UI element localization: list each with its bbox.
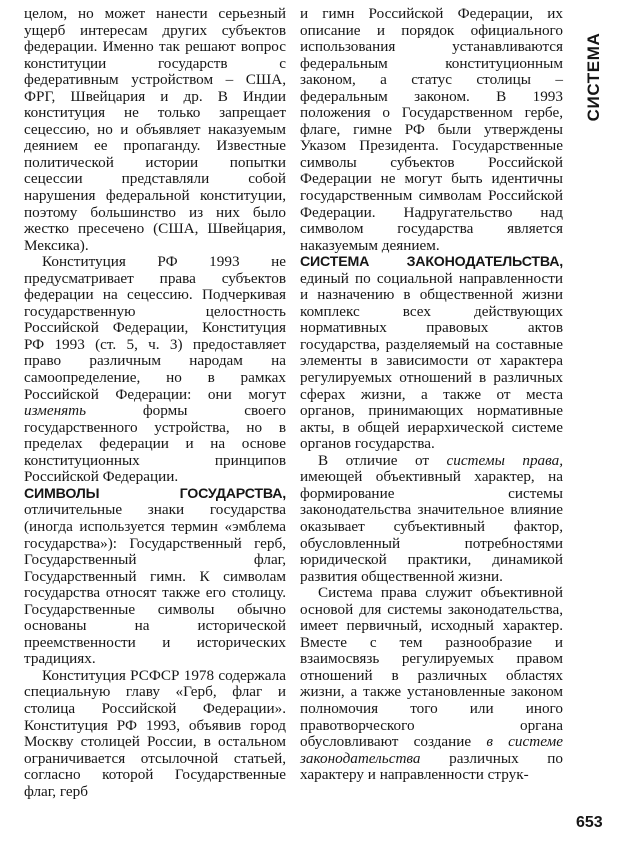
entry-heading: СИМВОЛЫ ГОСУДАРСТВА, [24, 485, 286, 502]
paragraph-legislation-vs-law [300, 453, 563, 585]
text-segment: формы своего государственного устройства, но в пределах федерации и на основе конституционных принципов Российской Федерации. [24, 402, 287, 486]
emphasis-text: в системе законодательства [300, 733, 563, 767]
entry-definition: единый по социальной направленности и назначению в общественной жизни комплекс всех действующих нормативных правовых актов государства, разделяемый на составные элементы в зависимости от характера регулируемых отношений в различных сферах жизни, а также от места органов, принимающих нормативные акты, в общей иерархической системе органов государства. [300, 269, 563, 453]
text-segment: имеющей объективный характер, на формирование системы законодательства значительное влияние оказывает субъективный фактор, обусловленный потребностями юридической практики, динамикой развития общественной жизни. [300, 468, 563, 585]
entry-heading: СИСТЕМА ЗАКОНОДАТЕЛЬСТВА, [300, 254, 563, 271]
text-segment: В отличие от [318, 451, 429, 469]
paragraph-symbols-end: и гимн Российской Федерации, их описание и порядок официального использования устанавливаются федеральным конституционным законом, а статус столицы – федеральным законом. В 1993 положения о Государственном гербе, флаге, гимне РФ были утверждены Указом Президента. Государственные символы субъектов Российской Федерации не могут быть идентичны государственным символам Российской Федерации. Надругательство над символом государства является наказуемым деянием. [300, 5, 563, 254]
paragraph-law-basis [300, 585, 563, 784]
right-column [300, 6, 563, 784]
page-number: 653 [576, 814, 603, 831]
entry-legislation-system [300, 254, 563, 453]
left-column [24, 6, 286, 800]
text-segment: различных по характеру и направленности струк- [300, 749, 564, 784]
running-head [568, 22, 620, 132]
entry-state-symbols [24, 486, 286, 668]
text-segment: Система права служит объективной основой для системы законодательства, имеет первичный, исходный характер. Вместе с тем разнообразие и взаимосвязь регулируемых правом отношений в различных областях жизни, а также установленные законом полномочия того или иного правотворческого органа обусловливают создание [300, 584, 563, 751]
text-segment: Конституция РФ 1993 не предусматривает права субъектов федерации на сецессию. Подчеркивая государственную целостность Российской Федерации, Конституция РФ 1993 (ст. 5, ч. 3) предоставляет право различным народам на самоопределение, но в рамках Российской Федерации: они могут [24, 253, 286, 403]
paragraph-secession-end: целом, но может нанести серьезный ущерб интересам других субъектов федерации. Именно так решают вопрос конституции государств с федеративным устройством – США, ФРГ, Швейцария и др. В Индии конституция не только запрещает сецессию, но и объявляет наказуемым деянием ее пропаганду. Известные политической истории попытки сецессии представляли собой нарушения федеральной конституции, поэтому большинство из них было жестко пресечено (США, Швейцария, Мексика). [24, 5, 286, 254]
paragraph-rsfsr-constitution: Конституция РСФСР 1978 содержала специальную главу «Герб, флаг и столица Российской Федерации». Конституция РФ 1993, объявив город Москву столицей России, в остальном ограничивается отсылочной статьей, согласно которой Государственные флаг, герб [24, 666, 286, 800]
entry-definition: отличительные знаки государства (иногда используется термин «эмблема государства»): Государственный герб, Государственный флаг, Государственный гимн. К символам государства относят также его столицу. Государственные символы обычно основаны на исторической преемственности и исторических традициях. [24, 501, 286, 668]
paragraph-constitution-secession [24, 254, 286, 486]
emphasis-text: системы права, [446, 451, 564, 469]
emphasis-text: изменять [24, 402, 87, 420]
running-head-text: СИСТЕМА [584, 32, 603, 122]
